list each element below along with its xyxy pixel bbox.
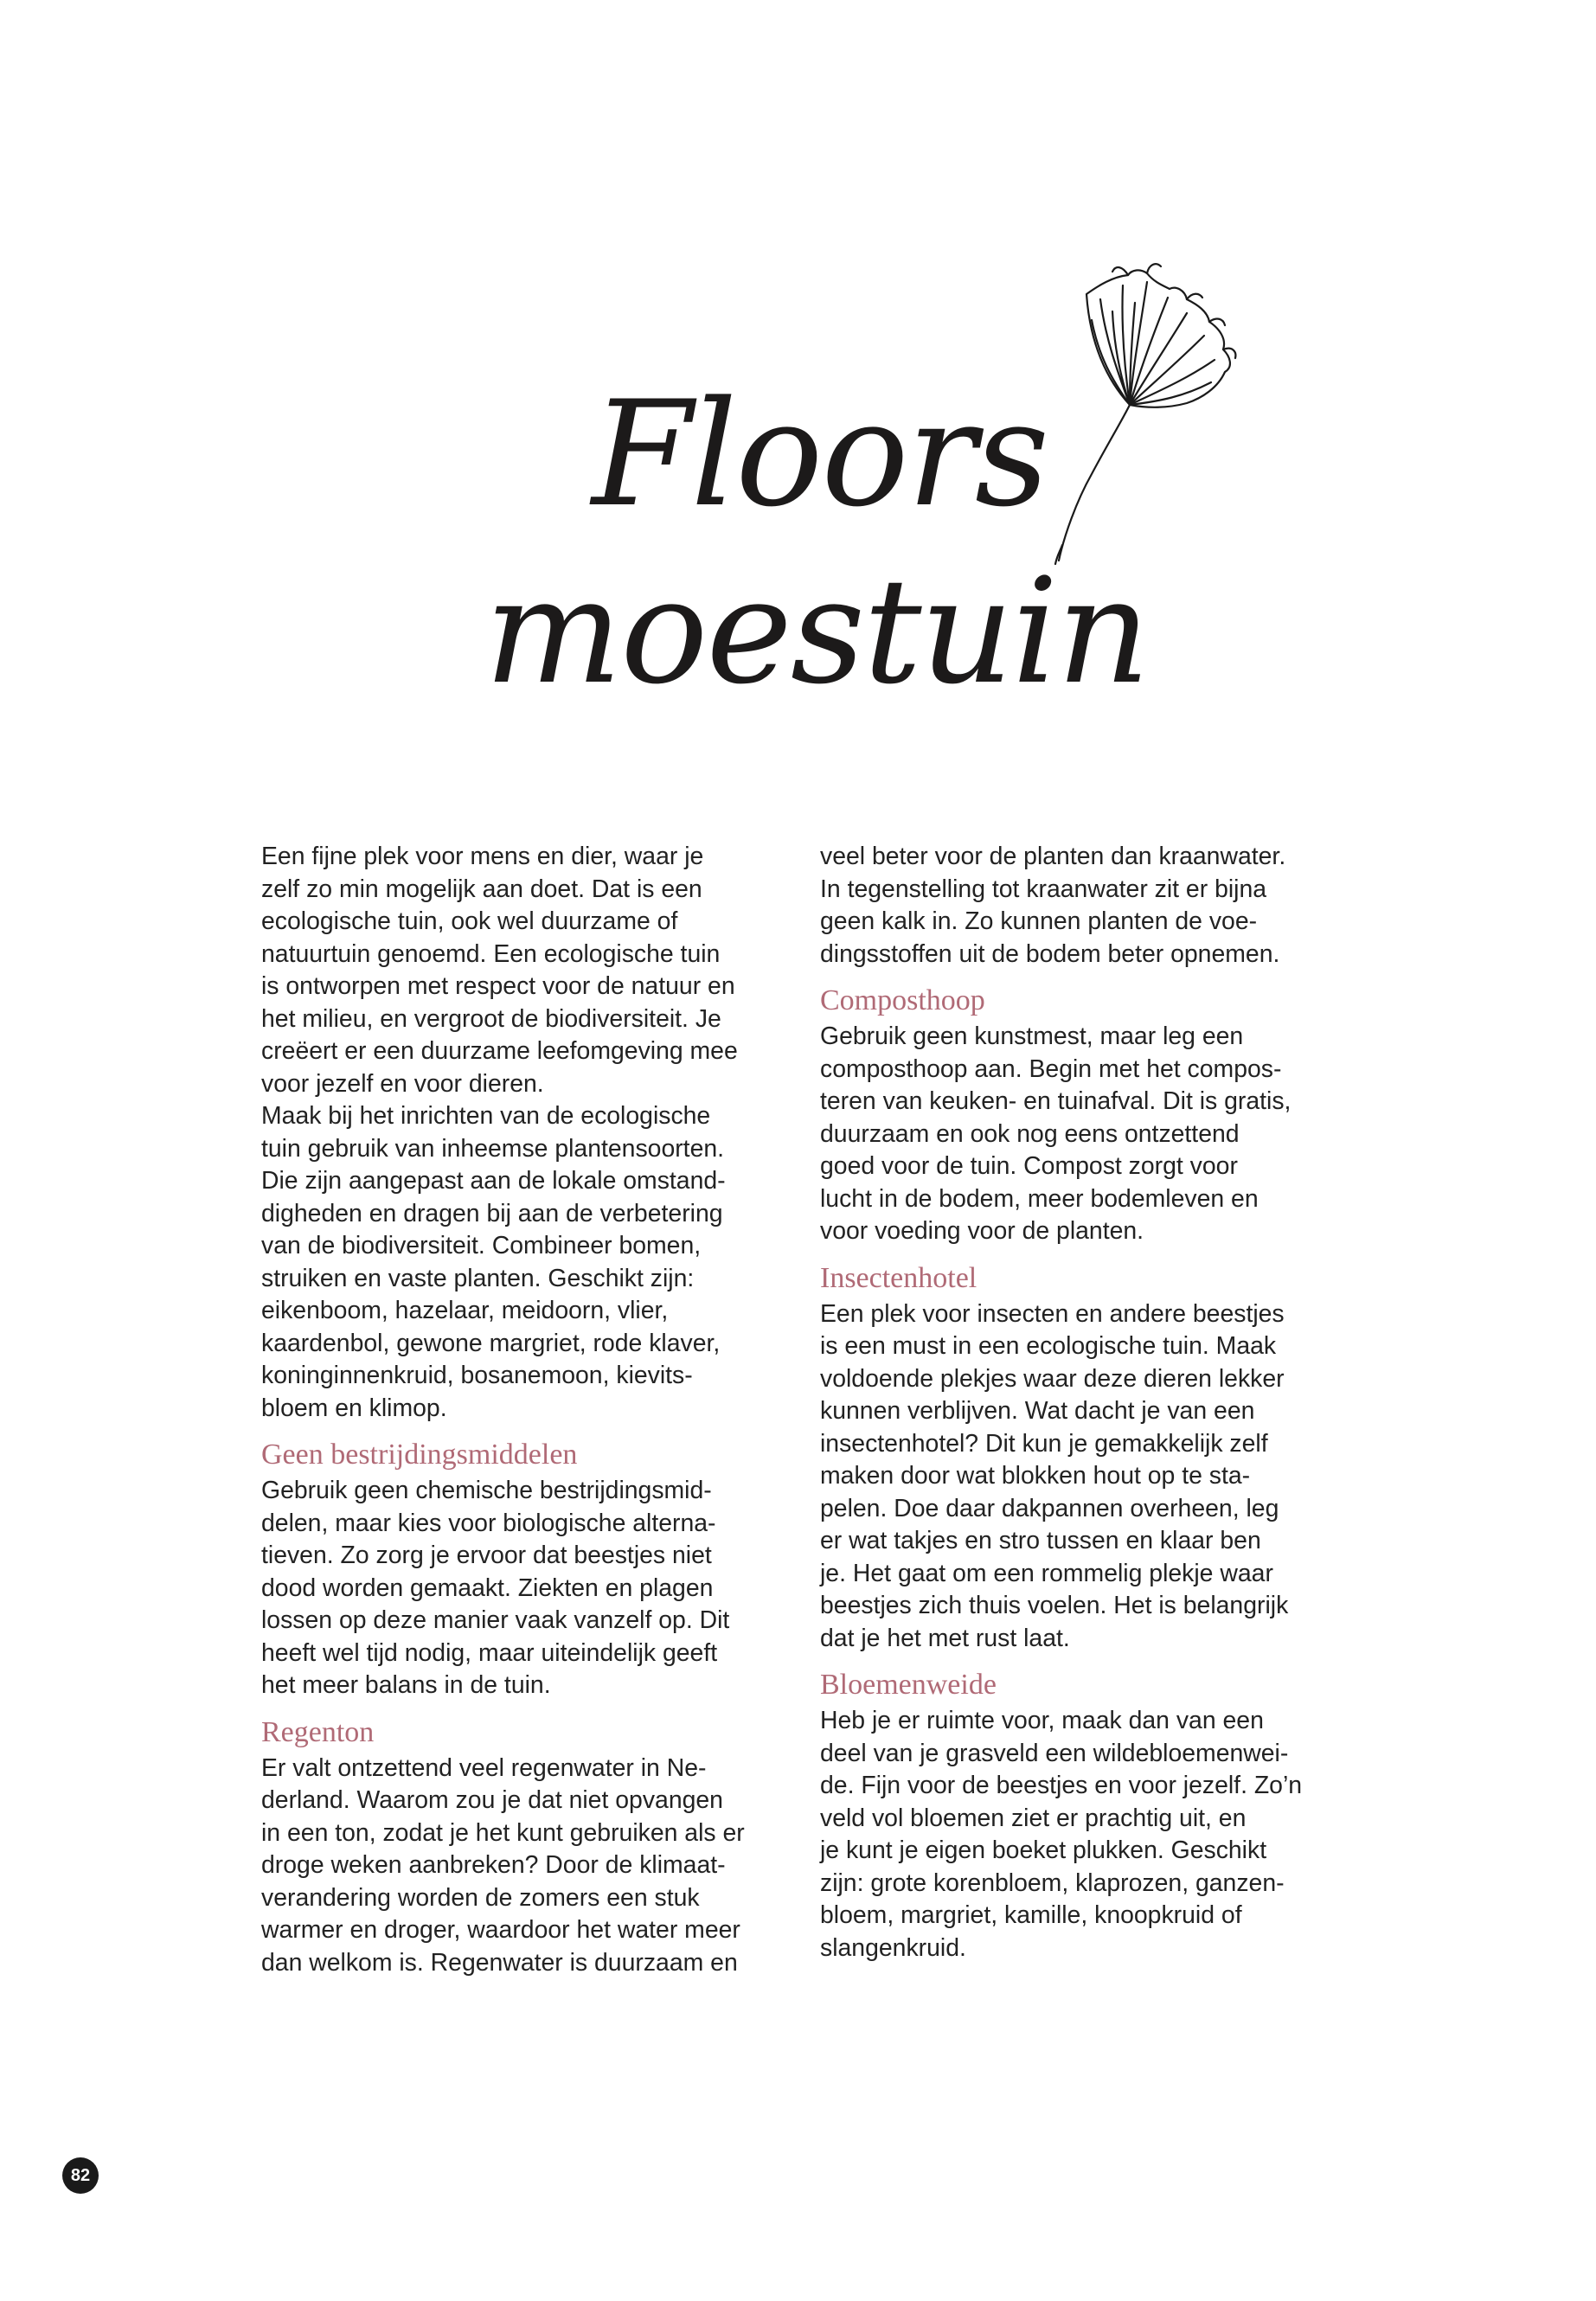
section-paragraph-bloemenweide <box>820 1705 1356 1965</box>
text-line: maken door wat blokken hout op te sta- <box>820 1462 1251 1490</box>
text-line: het meer balans in de tuin. <box>261 1671 551 1699</box>
text-line: je kunt je eigen boeket plukken. Geschikt <box>820 1836 1267 1864</box>
text-line: pelen. Doe daar dakpannen overheen, leg <box>820 1494 1279 1522</box>
section-heading-insectenhotel: Insectenhotel <box>820 1261 977 1294</box>
text-line: de. Fijn voor de beestjes en voor jezelf. Zo’n <box>820 1772 1303 1799</box>
text-line: composthoop aan. Begin met het compos- <box>820 1054 1282 1083</box>
section-heading-bloemenweide: Bloemenweide <box>820 1669 997 1701</box>
text-line: Een plek voor insecten en andere beestjes <box>820 1299 1285 1328</box>
left-column <box>261 841 798 1979</box>
intro-paragraph-left <box>261 841 798 1425</box>
page-number-badge: 82 <box>62 2157 99 2194</box>
text-line: dood worden gemaakt. Ziekten en plagen <box>261 1574 714 1602</box>
text-line: lossen op deze manier vaak vanzelf op. Dit <box>261 1606 730 1634</box>
text-line: geen kalk in. Zo kunnen planten de voe- <box>820 907 1258 935</box>
text-line: Gebruik geen chemische bestrijdingsmid- <box>261 1477 712 1504</box>
text-line: heeft wel tijd nodig, maar uiteindelijk geeft <box>261 1638 718 1667</box>
text-line: Maak bij het inrichten van de ecologische <box>261 1102 711 1130</box>
section-heading-composthoop: Composthoop <box>820 984 985 1016</box>
text-line: creëert er een duurzame leefomgeving mee <box>261 1037 738 1065</box>
text-line: je. Het gaat om een rommelig plekje waar <box>820 1559 1273 1587</box>
text-line: voor jezelf en voor dieren. <box>261 1069 544 1098</box>
text-line: Heb je er ruimte voor, maak dan van een <box>820 1707 1264 1734</box>
text-line: koninginnenkruid, bosanemoon, kievits- <box>261 1362 693 1389</box>
title-line-1: Floors <box>592 369 1048 539</box>
text-line: zelf zo min mogelijk aan doet. Dat is een <box>261 875 702 903</box>
text-line: delen, maar kies voor biologische alterna- <box>261 1509 716 1537</box>
text-line: In tegenstelling tot kraanwater zit er bijna <box>820 875 1267 903</box>
text-line: duurzaam en ook nog eens ontzettend <box>820 1119 1240 1148</box>
text-line: Een fijne plek voor mens en dier, waar je <box>261 843 704 870</box>
text-line: kaardenbol, gewone margriet, rode klaver, <box>261 1329 721 1357</box>
text-line: warmer en droger, waardoor het water meer <box>261 1916 740 1944</box>
text-line: deel van je grasveld een wildebloemenwei- <box>820 1739 1289 1767</box>
text-line: is een must in een ecologische tuin. Maak <box>820 1332 1277 1360</box>
section-paragraph-bestrijdingsmiddelen <box>261 1475 798 1702</box>
text-line: verandering worden de zomers een stuk <box>261 1883 700 1912</box>
text-line: veld vol bloemen ziet er prachtig uit, en <box>820 1804 1247 1832</box>
intro-paragraph-right <box>820 841 1356 971</box>
text-line: Die zijn aangepast aan de lokale omstand- <box>261 1167 726 1195</box>
text-line: slangenkruid. <box>820 1933 966 1962</box>
text-line: struiken en vaste planten. Geschikt zijn: <box>261 1264 695 1292</box>
title-line-2: moestuin <box>484 547 1149 716</box>
section-paragraph-insectenhotel <box>820 1298 1356 1656</box>
text-line: derland. Waarom zou je dat niet opvangen <box>261 1786 723 1814</box>
text-line: kunnen verblijven. Wat dacht je van een <box>820 1397 1255 1425</box>
text-line: beestjes zich thuis voelen. Het is belangrijk <box>820 1592 1289 1619</box>
text-line: zijn: grote korenbloem, klaprozen, ganzen- <box>820 1868 1285 1897</box>
text-line: lucht in de bodem, meer bodemleven en <box>820 1184 1259 1213</box>
text-line: natuurtuin genoemd. Een ecologische tuin <box>261 939 721 968</box>
text-line: bloem en klimop. <box>261 1394 447 1422</box>
section-heading-bestrijdingsmiddelen: Geen bestrijdingsmiddelen <box>261 1439 578 1471</box>
right-column <box>820 841 1356 1965</box>
text-line: insectenhotel? Dit kun je gemakkelijk zelf <box>820 1429 1268 1458</box>
text-line: Gebruik geen kunstmest, maar leg een <box>820 1022 1244 1050</box>
text-line: eikenboom, hazelaar, meidoorn, vlier, <box>261 1297 669 1324</box>
text-line: is ontworpen met respect voor de natuur en <box>261 972 735 1000</box>
text-line: voldoende plekjes waar deze dieren lekker <box>820 1364 1285 1393</box>
text-line: droge weken aanbreken? Door de klimaat- <box>261 1851 726 1879</box>
text-line: teren van keuken- en tuinafval. Dit is gratis, <box>820 1087 1292 1115</box>
text-line: tuin gebruik van inheemse plantensoorten. <box>261 1134 725 1163</box>
text-line: dingsstoffen uit de bodem beter opnemen. <box>820 939 1280 968</box>
text-line: bloem, margriet, kamille, knoopkruid of <box>820 1901 1242 1929</box>
ginkgo-flower-illustration-icon <box>1038 260 1263 571</box>
text-line: van de biodiversiteit. Combineer bomen, <box>261 1232 702 1259</box>
text-line: dat je het met rust laat. <box>820 1624 1070 1652</box>
section-paragraph-composthoop <box>820 1021 1356 1248</box>
text-line: in een ton, zodat je het kunt gebruiken als er <box>261 1818 745 1847</box>
text-line: het milieu, en vergroot de biodiversiteit. Je <box>261 1004 721 1033</box>
text-line: voor voeding voor de planten. <box>820 1217 1144 1245</box>
text-line: veel beter voor de planten dan kraanwater. <box>820 843 1286 870</box>
text-line: er wat takjes en stro tussen en klaar ben <box>820 1527 1261 1554</box>
section-paragraph-regenton <box>261 1753 798 1980</box>
text-line: dan welkom is. Regenwater is duurzaam en <box>261 1948 738 1977</box>
section-heading-regenton: Regenton <box>261 1715 375 1748</box>
text-line: tieven. Zo zorg je ervoor dat beestjes niet <box>261 1541 712 1569</box>
text-line: goed voor de tuin. Compost zorgt voor <box>820 1152 1238 1180</box>
text-line: Er valt ontzettend veel regenwater in Ne- <box>261 1753 707 1782</box>
text-line: digheden en dragen bij aan de verbetering <box>261 1199 723 1227</box>
text-line: ecologische tuin, ook wel duurzame of <box>261 907 678 935</box>
